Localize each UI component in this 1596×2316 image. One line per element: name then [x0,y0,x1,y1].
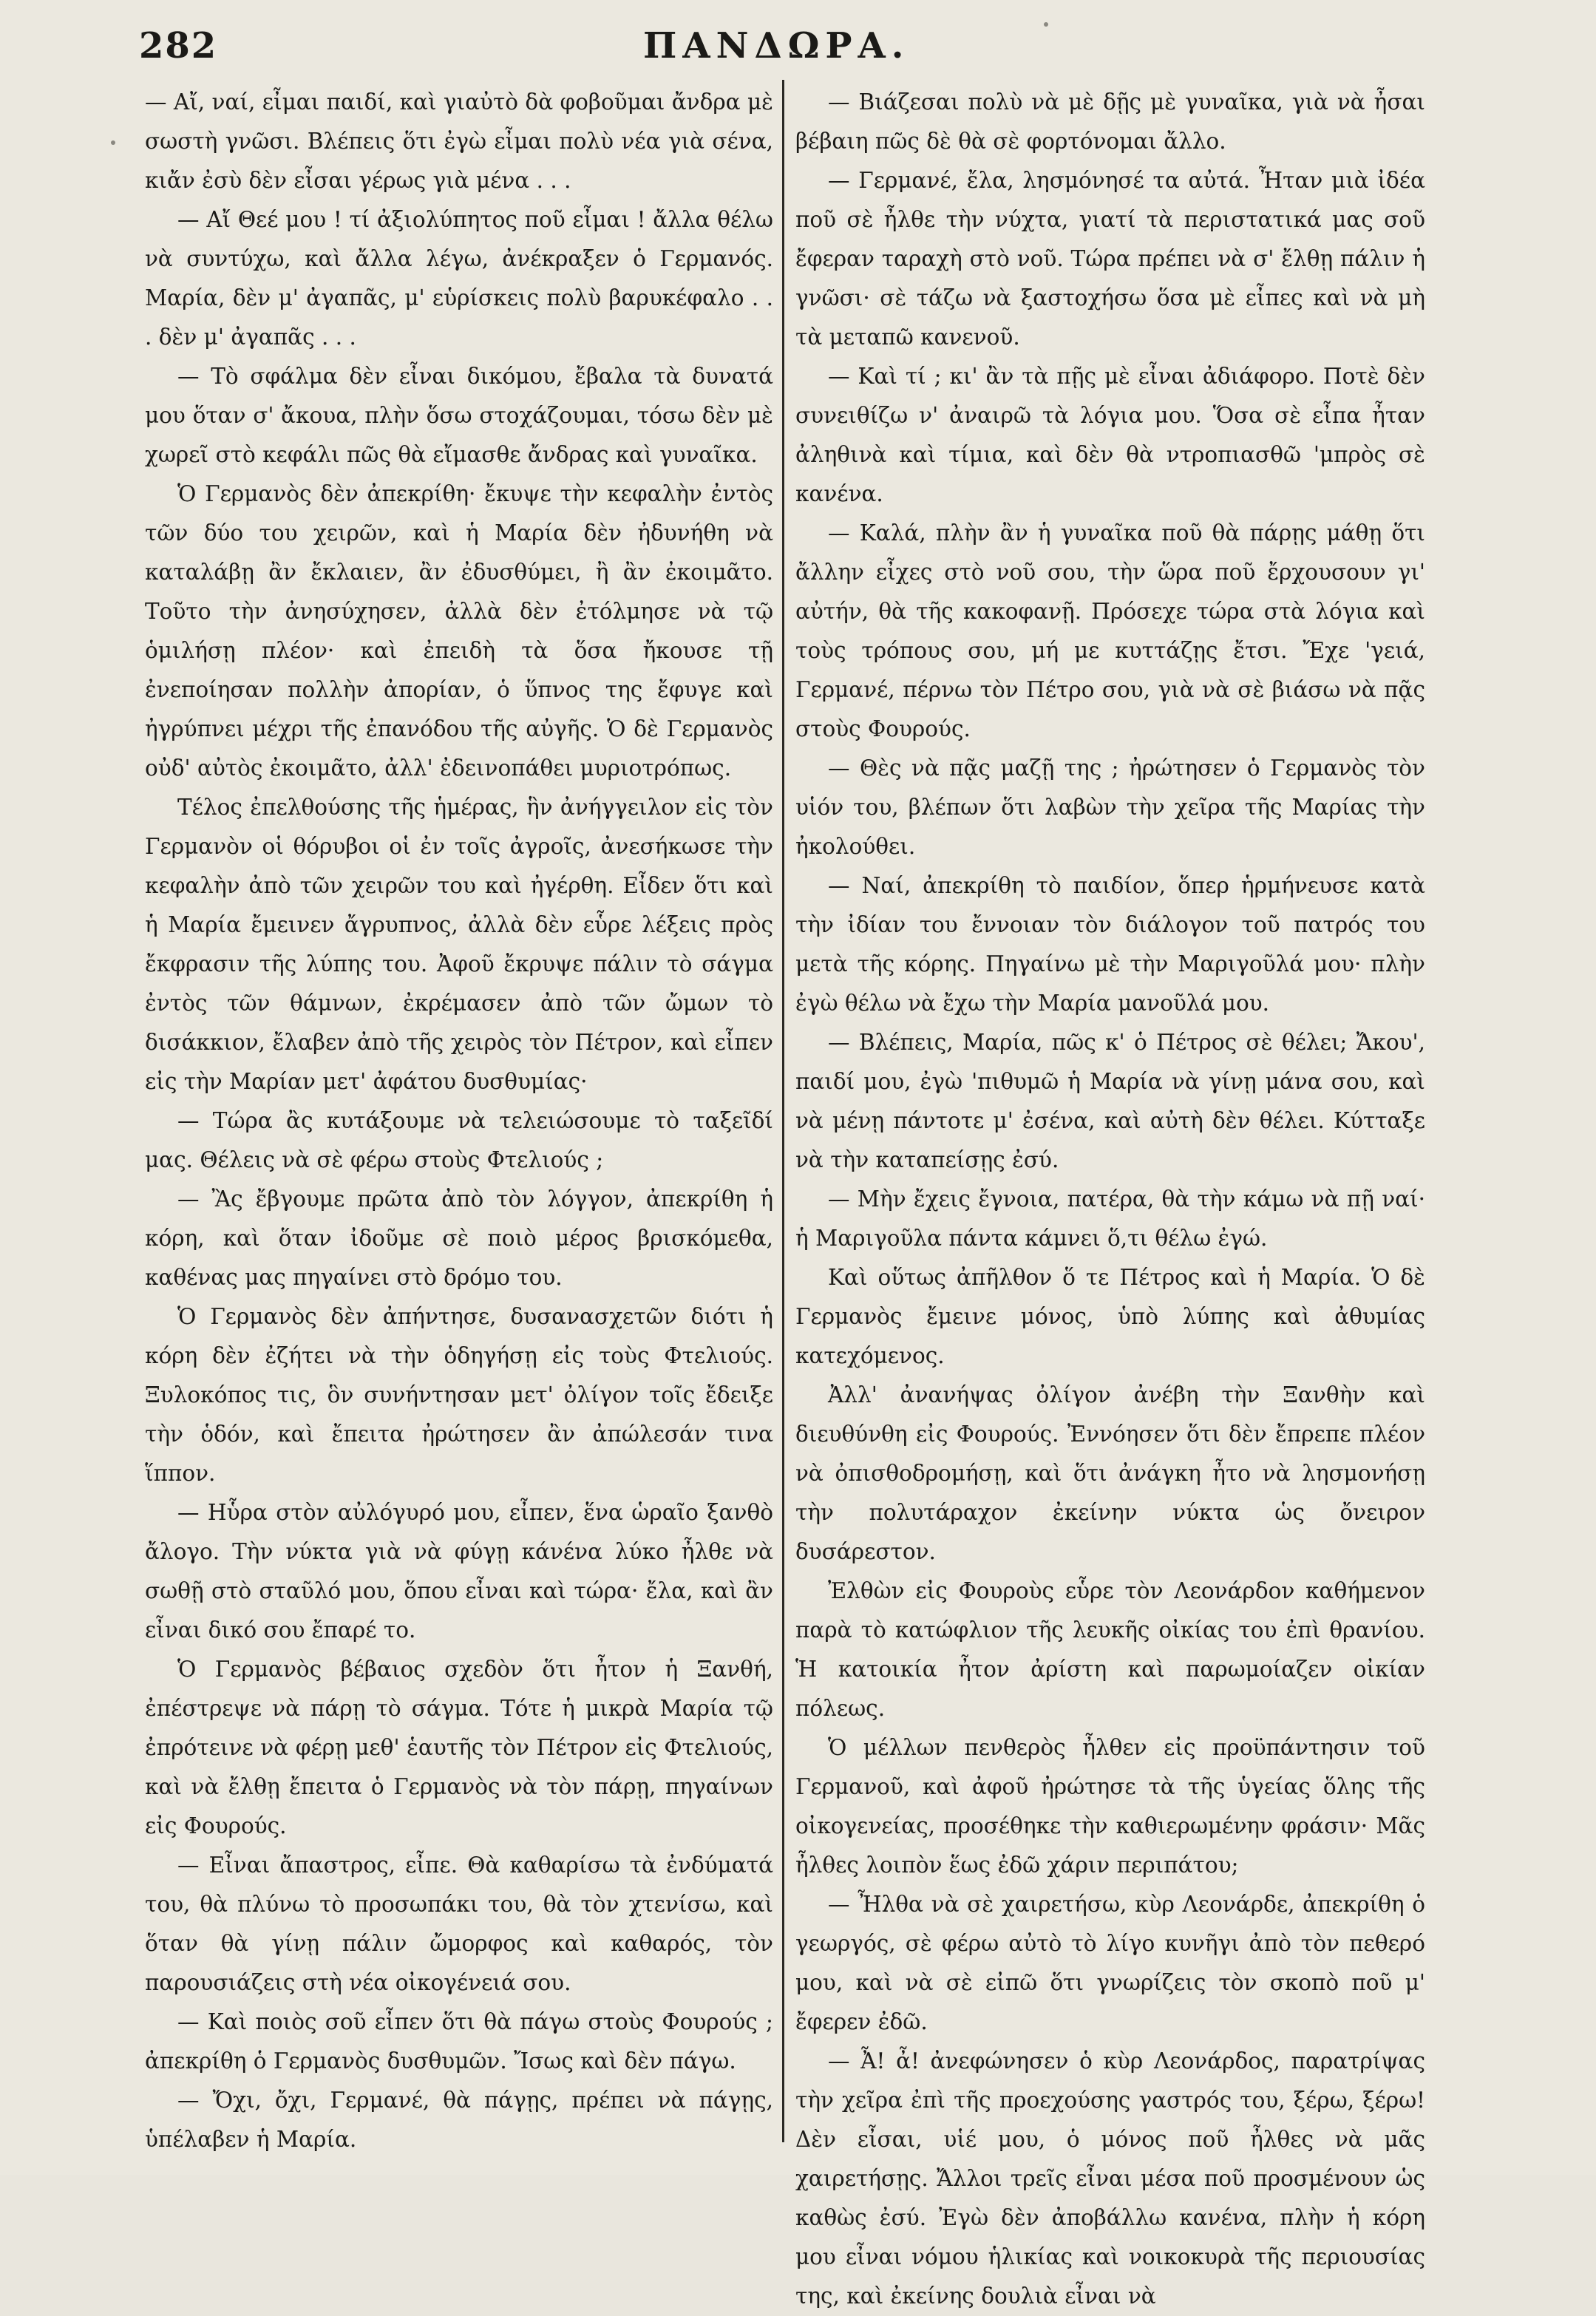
paragraph: — Ἆ! ἆ! ἀνεφώνησεν ὁ κὺρ Λεονάρδος, παρατρίψας τὴν χεῖρα ἐπὶ τῆς προεχούσης γαστρός του, ξέρω, ξέρω! Δὲν εἶσαι, υἱέ μου, ὁ μόνος ποῦ ἦλθες νὰ μᾶς χαιρετήσῃς. Ἄλλοι τρεῖς εἶναι μέσα ποῦ προσμένουν ὡς καθὼς ἐσύ. Ἐγὼ δὲν ἀποβάλλω κανένα, πλὴν ἡ κόρη μου εἶναι νόμου ἡλικίας καὶ νοικοκυρὰ τῆς περιουσίας της, καὶ ἐκείνης δουλιὰ εἶναι νὰ [795,2048,1425,2309]
paragraph: Ὁ Γερμανὸς δὲν ἀπεκρίθη· ἔκυψε τὴν κεφαλὴν ἐντὸς τῶν δύο του χειρῶν, καὶ ἡ Μαρία δὲν ἠδυνήθη νὰ καταλάβῃ ἂν ἔκλαιεν, ἂν ἐδυσθύμει, ἢ ἂν ἐκοιμᾶτο. Τοῦτο τὴν ἀνησύχησεν, ἀλλὰ δὲν ἐτόλμησε νὰ τῷ ὁμιλήσῃ πλέον· καὶ ἐπειδὴ τὰ ὅσα ἤκουσε τῇ ἐνεποίησαν πολλὴν ἀπορίαν, ὁ ὕπνος της ἔφυγε καὶ ἠγρύπνει μέχρι τῆς ἐπανόδου τῆς αὐγῆς. Ὁ δὲ Γερμανὸς οὐδ' αὐτὸς ἐκοιμᾶτο, ἀλλ' ἐδεινοπάθει μυριοτρόπως. [145,481,773,781]
paragraph: — Ὄχι, ὄχι, Γερμανέ, θὰ πάγῃς, πρέπει νὰ πάγῃς, ὑπέλαβεν ἡ Μαρία. [145,2088,773,2152]
paragraph: Ὁ μέλλων πενθερὸς ἦλθεν εἰς προϋπάντησιν τοῦ Γερμανοῦ, καὶ ἀφοῦ ἠρώτησε τὰ τῆς ὑγείας ὅλης τῆς οἰκογενείας, προσέθηκε τὴν καθιερωμένην φράσιν· Μᾶς ἦλθες λοιπὸν ἕως ἐδῶ χάριν περιπάτου; [795,1735,1425,1878]
paragraph: Τέλος ἐπελθούσης τῆς ἡμέρας, ἣν ἀνήγγειλον εἰς τὸν Γερμανὸν οἱ θόρυβοι οἱ ἐν τοῖς ἀγροῖς, ἀνεσήκωσε τὴν κεφαλὴν ἀπὸ τῶν χειρῶν του καὶ ἠγέρθη. Εἶδεν ὅτι καὶ ἡ Μαρία ἔμεινεν ἄγρυπνος, ἀλλὰ δὲν εὗρε λέξεις πρὸς ἔκφρασιν τῆς λύπης του. Ἀφοῦ ἔκρυψε πάλιν τὸ σάγμα ἐντὸς τῶν θάμνων, ἐκρέμασεν ἀπὸ τῶν ὤμων τὸ δισάκκιον, ἔλαβεν ἀπὸ τῆς χειρὸς τὸν Πέτρον, καὶ εἶπεν εἰς τὴν Μαρίαν μετ' ἀφάτου δυσθυμίας· [145,795,773,1094]
paragraph: — Ναί, ἀπεκρίθη τὸ παιδίον, ὅπερ ἡρμήνευσε κατὰ τὴν ἰδίαν του ἔννοιαν τὸν διάλογον τοῦ πατρός του μετὰ τῆς κόρης. Πηγαίνω μὲ τὴν Μαριγοῦλά μου· πλὴν ἐγὼ θέλω νὰ ἔχω τὴν Μαρία μανοῦλά μου. [795,873,1425,1016]
paragraph: — Καὶ τί ; κι' ἂν τὰ πῇς μὲ εἶναι ἀδιάφορο. Ποτὲ δὲν συνειθίζω ν' ἀναιρῶ τὰ λόγια μου. Ὅσα σὲ εἶπα ἦταν ἀληθινὰ καὶ τίμια, καὶ δὲν θὰ ντροπιασθῶ 'μπρὸς σὲ κανένα. [795,364,1425,506]
paragraph: — Καλά, πλὴν ἂν ἡ γυναῖκα ποῦ θὰ πάρῃς μάθῃ ὅτι ἄλλην εἶχες στὸ νοῦ σου, τὴν ὥρα ποῦ ἔρχουσουν γι' αὐτήν, θὰ τῆς κακοφανῇ. Πρόσεχε τώρα στὰ λόγια καὶ τοὺς τρόπους σου, μή με κυττάζῃς ἔτσι. Ἔχε 'γειά, Γερμανέ, πέρνω τὸν Πέτρο σου, γιὰ νὰ σὲ βιάσω νὰ πᾷς στοὺς Φουρούς. [795,520,1425,741]
paragraph: Ὁ Γερμανὸς βέβαιος σχεδὸν ὅτι ἦτον ἡ Ξανθή, ἐπέστρεψε νὰ πάρῃ τὸ σάγμα. Τότε ἡ μικρὰ Μαρία τῷ ἐπρότεινε νὰ φέρῃ μεθ' ἑαυτῆς τὸν Πέτρον εἰς Φτελιούς, καὶ νὰ ἔλθῃ ἔπειτα ὁ Γερμανὸς νὰ τὸν πάρῃ, πηγαίνων εἰς Φουρούς. [145,1657,773,1838]
running-title: ΠΑΝΔΩΡΑ. [643,25,910,67]
paragraph: — Θὲς νὰ πᾷς μαζῇ της ; ἠρώτησεν ὁ Γερμανὸς τὸν υἱόν του, βλέπων ὅτι λαβὼν τὴν χεῖρα τῆς Μαρίας τὴν ἠκολούθει. [795,755,1425,859]
paragraph: — Καὶ ποιὸς σοῦ εἶπεν ὅτι θὰ πάγω στοὺς Φουρούς ; ἀπεκρίθη ὁ Γερμανὸς δυσθυμῶν. Ἴσως καὶ δὲν πάγω. [145,2009,773,2074]
paragraph: — Μὴν ἔχεις ἔγνοια, πατέρα, θὰ τὴν κάμω νὰ πῇ ναί· ἡ Μαριγοῦλα πάντα κάμνει ὅ,τι θέλω ἐγώ. [795,1186,1425,1251]
paragraph: Ὁ Γερμανὸς δὲν ἀπήντησε, δυσανασχετῶν διότι ἡ κόρη δὲν ἐζήτει νὰ τὴν ὁδηγήσῃ εἰς τοὺς Φτελιούς. Ξυλοκόπος τις, ὃν συνήντησαν μετ' ὀλίγον τοῖς ἔδειξε τὴν ὁδόν, καὶ ἔπειτα ἠρώτησεν ἂν ἀπώλεσάν τινα ἵππον. [145,1304,773,1486]
paragraph: — Τὸ σφάλμα δὲν εἶναι δικόμου, ἔβαλα τὰ δυνατά μου ὅταν σ' ἄκουα, πλὴν ὅσω στοχάζουμαι, τόσω δὲν μὲ χωρεῖ στὸ κεφάλι πῶς θὰ εἴμασθε ἄνδρας καὶ γυναῖκα. [145,364,773,467]
column-divider [782,80,784,2142]
paragraph: — Γερμανέ, ἔλα, λησμόνησέ τα αὐτά. Ἦταν μιὰ ἰδέα ποῦ σὲ ἦλθε τὴν νύχτα, γιατί τὰ περιστατικά μας σοῦ ἔφεραν ταραχὴ στὸ νοῦ. Τώρα πρέπει νὰ σ' ἔλθῃ πάλιν ἡ γνῶσι· σὲ τάζω νὰ ξαστοχήσω ὅσα μὲ εἶπες καὶ νὰ μὴ τὰ μεταπῶ κανενοῦ. [795,168,1425,350]
ink-speck [1044,22,1048,27]
page-header [0,25,1596,77]
paragraph: Ἐλθὼν εἰς Φουροὺς εὗρε τὸν Λεονάρδον καθήμενον παρὰ τὸ κατώφλιον τῆς λευκῆς οἰκίας του ἐπὶ θρανίου. Ἡ κατοικία ἦτον ἀρίστη καὶ παρωμοίαζεν οἰκίαν πόλεως. [795,1578,1425,1721]
paragraph: — Ἦλθα νὰ σὲ χαιρετήσω, κὺρ Λεονάρδε, ἀπεκρίθη ὁ γεωργός, σὲ φέρω αὐτὸ τὸ λίγο κυνῆγι ἀπὸ τὸν πεθερό μου, καὶ νὰ σὲ εἰπῶ ὅτι γνωρίζεις τὸν σκοπὸ ποῦ μ' ἔφερεν ἐδῶ. [795,1892,1425,2034]
paragraph: Ἀλλ' ἀνανήψας ὀλίγον ἀνέβη τὴν Ξανθὴν καὶ διευθύνθη εἰς Φουρούς. Ἐννόησεν ὅτι δὲν ἔπρεπε πλέον νὰ ὀπισθοδρομήσῃ, καὶ ὅτι ἀνάγκη ἦτο νὰ λησμονήσῃ τὴν πολυτάραχον ἐκείνην νύκτα ὡς ὄνειρον δυσάρεστον. [795,1382,1425,1564]
paragraph: — Τώρα ἂς κυτάξουμε νὰ τελειώσουμε τὸ ταξεῖδί μας. Θέλεις νὰ σὲ φέρω στοὺς Φτελιούς ; [145,1108,773,1172]
paragraph: — Ἂς ἔβγουμε πρῶτα ἀπὸ τὸν λόγγον, ἀπεκρίθη ἡ κόρη, καὶ ὅταν ἰδοῦμε σὲ ποιὸ μέρος βρισκόμεθα, καθένας μας πηγαίνει στὸ δρόμο του. [145,1186,773,1290]
page-number: 282 [139,25,218,67]
paragraph: — Βλέπεις, Μαρία, πῶς κ' ὁ Πέτρος σὲ θέλει; Ἄκου', παιδί μου, ἐγὼ 'πιθυμῶ ἡ Μαρία νὰ γίνῃ μάνα σου, καὶ νὰ μένῃ πάντοτε μ' ἐσένα, καὶ αὐτὴ δὲν θέλει. Κύτταξε νὰ τὴν καταπείσῃς ἐσύ. [795,1030,1425,1172]
paragraph: Καὶ οὕτως ἀπῆλθον ὅ τε Πέτρος καὶ ἡ Μαρία. Ὁ δὲ Γερμανὸς ἔμεινε μόνος, ὑπὸ λύπης καὶ ἀθυμίας κατεχόμενος. [795,1265,1425,1368]
paragraph: — Βιάζεσαι πολὺ νὰ μὲ δῇς μὲ γυναῖκα, γιὰ νὰ ἦσαι βέβαιη πῶς δὲ θὰ σὲ φορτόνομαι ἄλλο. [795,89,1425,154]
paragraph: — Ηὗρα στὸν αὐλόγυρό μου, εἶπεν, ἕνα ὡραῖο ξανθὸ ἄλογο. Τὴν νύκτα γιὰ νὰ φύγῃ κάνένα λύκο ἦλθε νὰ σωθῇ στὸ σταῦλό μου, ὅπου εἶναι καὶ τώρα· ἔλα, καὶ ἂν εἶναι δικό σου ἔπαρέ το. [145,1500,773,1643]
ink-speck [111,140,115,145]
paragraph: — Εἶναι ἄπαστρος, εἶπε. Θὰ καθαρίσω τὰ ἐνδύματά του, θὰ πλύνω τὸ προσωπάκι του, θὰ τὸν χτενίσω, καὶ ὅταν θὰ γίνῃ πάλιν ὤμορφος καὶ καθαρός, τὸν παρουσιάζεις στὴ νέα οἰκογένειά σου. [145,1853,773,1995]
paragraph: — Αἴ Θεέ μου ! τί ἀξιολύπητος ποῦ εἶμαι ! ἄλλα θέλω νὰ συντύχω, καὶ ἄλλα λέγω, ἀνέκραξεν ὁ Γερμανός. Μαρία, δὲν μ' ἀγαπᾶς, μ' εὑρίσκεις πολὺ βαρυκέφαλο . . . δὲν μ' ἀγαπᾶς . . . [145,207,773,350]
right-column [795,83,1425,2309]
paragraph: — Αἴ, ναί, εἶμαι παιδί, καὶ γιαὐτὸ δὰ φοβοῦμαι ἄνδρα μὲ σωστὴ γνῶσι. Βλέπεις ὅτι ἐγὼ εἶμαι πολὺ νέα γιὰ σένα, κιἄν ἐσὺ δὲν εἶσαι γέρως γιὰ μένα . . . [145,89,773,193]
left-column [145,83,773,2152]
